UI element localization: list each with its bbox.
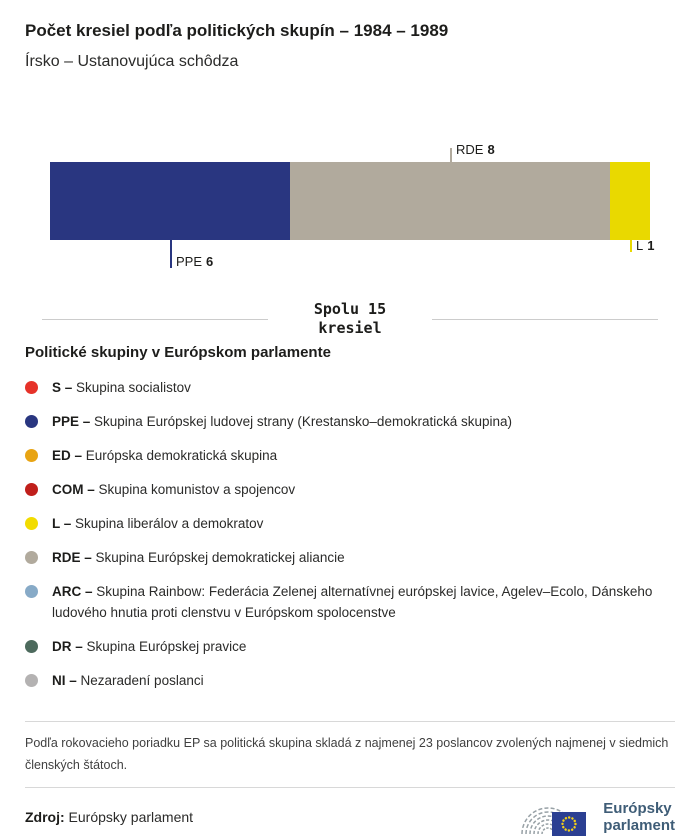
page-subtitle: Írsko – Ustanovujúca schôdza	[25, 53, 239, 70]
header	[0, 0, 700, 74]
stacked-bar	[50, 162, 650, 240]
source-label: Zdroj:	[25, 809, 65, 825]
legend-color-dot	[25, 449, 38, 462]
legend-item-DR	[25, 636, 675, 657]
bar-segment-L	[610, 162, 650, 240]
total-line2: kresiel	[318, 319, 382, 337]
source-value: Európsky parlament	[64, 809, 194, 825]
footnote: Podľa rokovacieho poriadku EP sa politická skupina skladá z najmenej 23 poslancov zvolených najmenej v siedmich členských štátoch.	[25, 736, 669, 772]
legend-color-dot	[25, 674, 38, 687]
legend-item-NI	[25, 670, 675, 691]
divider	[25, 721, 675, 722]
page-title: Počet kresiel podľa politických skupín – 1984 – 1989	[25, 21, 449, 40]
bar-segment-RDE	[290, 162, 610, 240]
legend-item-label: S – Skupina socialistov	[52, 380, 191, 395]
total-line1: Spolu 15	[313, 300, 387, 318]
eu-flag	[552, 812, 586, 836]
bar-label-RDE: RDE 8	[456, 142, 495, 157]
legend-item-PPE	[25, 411, 675, 432]
legend-color-dot	[25, 551, 38, 564]
legend-color-dot	[25, 517, 38, 530]
legend-item-S	[25, 377, 675, 398]
legend-item-L	[25, 513, 675, 534]
seats-stacked-bar-chart	[0, 74, 700, 290]
right-rule	[432, 319, 658, 320]
source-text	[25, 809, 193, 825]
source-row	[0, 788, 700, 840]
total-seats-label	[268, 300, 432, 338]
legend-item-label: COM – Skupina komunistov a spojencov	[52, 482, 296, 497]
ep-hemicycle-icon	[516, 794, 594, 840]
logo-text	[603, 800, 675, 834]
legend-item-label: NI – Nezaradení poslanci	[52, 673, 204, 688]
legend-color-dot	[25, 640, 38, 653]
legend-item-ED	[25, 445, 675, 466]
bar-label-PPE: PPE 6	[176, 254, 214, 269]
legend-item-label: L – Skupina liberálov a demokratov	[52, 516, 264, 531]
bar-label-L: L 1	[636, 238, 655, 253]
tick-RDE	[450, 148, 452, 162]
tick-PPE	[170, 240, 172, 268]
legend-color-dot	[25, 381, 38, 394]
legend-item-label: RDE – Skupina Európskej demokratickej aliancie	[52, 550, 345, 565]
total-seats-row	[0, 300, 700, 338]
legend-heading: Politické skupiny v Európskom parlamente	[25, 344, 331, 361]
legend-item-label: PPE – Skupina Európskej ludovej strany (Krestansko–demokratická skupina)	[52, 414, 512, 429]
legend-item-label: DR – Skupina Európskej pravice	[52, 639, 247, 654]
legend-item-label: ARC – Skupina Rainbow: Federácia Zelenej alternatívnej európskej lavice, Agelev–Ecolo, Dánskeho ludového hnutia proti clenstvu v Európskom spolocenstve	[52, 584, 653, 620]
logo-line1: Európsky	[603, 800, 672, 817]
logo-line2: parlament	[603, 817, 675, 834]
legend-color-dot	[25, 483, 38, 496]
legend-item-COM	[25, 479, 675, 500]
legend-item-ARC	[25, 581, 675, 623]
legend-color-dot	[25, 585, 38, 598]
legend-list	[25, 377, 675, 691]
european-parliament-logo	[516, 794, 675, 840]
legend-item-RDE	[25, 547, 675, 568]
tick-L	[630, 240, 632, 252]
legend-item-label: ED – Európska demokratická skupina	[52, 448, 278, 463]
left-rule	[42, 319, 268, 320]
legend-color-dot	[25, 415, 38, 428]
bar-segment-PPE	[50, 162, 290, 240]
